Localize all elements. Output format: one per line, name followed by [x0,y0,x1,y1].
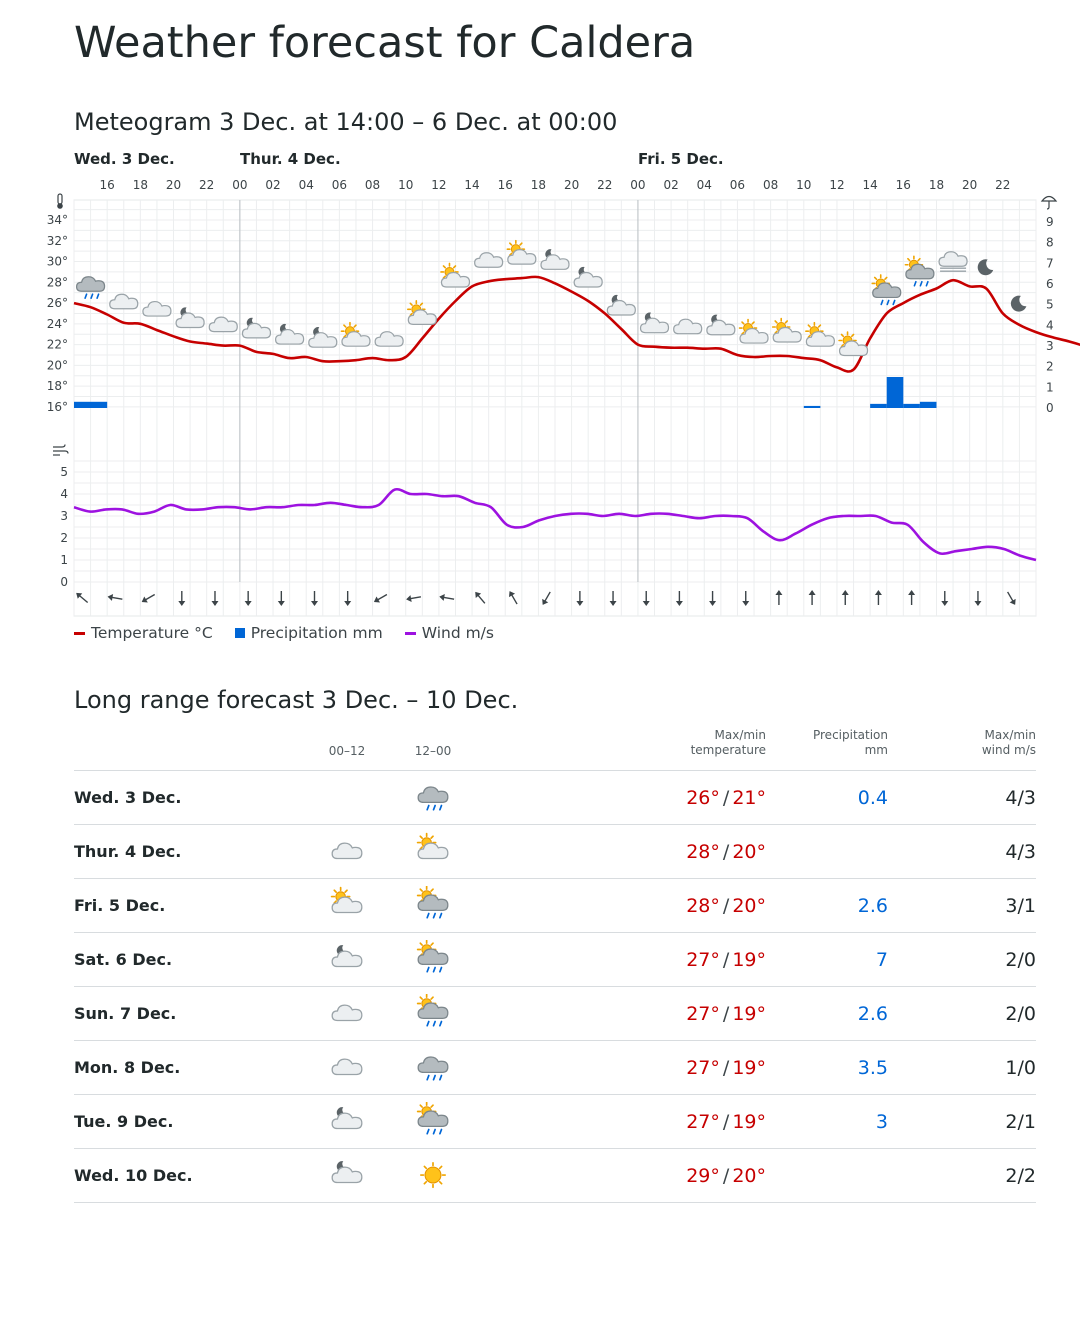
sun-cloud-icon [329,886,365,922]
row-day: Sun. 7 Dec. [74,987,304,1041]
precipitation-value: 2.6 [766,879,888,933]
hour-tick-label: 06 [331,178,348,192]
hour-tick-label: 18 [928,178,945,192]
precipitation-bar [870,404,887,408]
hour-tick-label: 20 [563,178,580,192]
header-precipitation: Precipitation mm [812,728,888,757]
sun-rain-cloud-icon [415,886,451,922]
hour-tick-label: 18 [132,178,148,192]
precipitation-value: 3.5 [766,1041,888,1095]
max-min-wind: 3/1 [888,879,1036,933]
hour-tick-label: 00 [630,178,646,192]
table-row[interactable] [74,933,1036,987]
rain-cloud-icon [415,778,451,814]
night-icon-cell [304,987,390,1041]
sun-rain-cloud-icon [415,940,451,976]
sun-icon [415,1156,451,1192]
row-day: Wed. 3 Dec. [74,771,304,825]
night-icon-cell [304,879,390,933]
header-wind: Max/min wind m/s [981,728,1036,757]
moon-cloud-icon [329,940,365,976]
precipitation-tick-label: 4 [1046,318,1054,333]
sun-rain-cloud-icon [415,1102,451,1138]
table-row[interactable] [74,1149,1036,1203]
legend-wind[interactable]: Wind m/s [405,624,494,642]
max-min-temperature: 26° / 21° [626,771,766,825]
day-icon-cell [390,987,476,1041]
precipitation-bar [74,402,107,408]
hour-tick-label: 20 [165,178,182,192]
day-icon-cell [390,1149,476,1203]
wind-tick-label: 5 [60,465,68,479]
day-icon-cell [390,1041,476,1095]
precipitation-tick-label: 2 [1046,359,1054,374]
row-day: Mon. 8 Dec. [74,1041,304,1095]
hour-tick-label: 22 [199,178,215,192]
wind-tick-label: 3 [60,509,68,523]
wind-tick-label: 0 [60,575,68,589]
wind-tick-label: 2 [60,531,68,545]
table-row[interactable] [74,771,1036,825]
hour-tick-label: 14 [862,178,878,192]
hour-tick-label: 12 [431,178,447,192]
wind-tick-label: 1 [60,553,68,567]
hour-tick-label: 22 [597,178,613,192]
hour-tick-label: 14 [464,178,480,192]
cloud-icon [329,832,365,868]
cloud-icon [329,994,365,1030]
hour-tick-label: 12 [829,178,845,192]
table-row[interactable] [74,1041,1036,1095]
meteogram-chart [0,0,1080,630]
night-icon-cell [304,1149,390,1203]
hour-tick-label: 18 [530,178,547,192]
row-day: Tue. 9 Dec. [74,1095,304,1149]
hour-tick-label: 10 [398,178,414,192]
temperature-tick-label: 34° [46,213,68,227]
hour-tick-label: 08 [364,178,381,192]
precipitation-tick-label: 5 [1046,297,1054,312]
long-range-title: Long range forecast 3 Dec. – 10 Dec. [74,686,519,714]
header-night: 00–12 [328,744,366,758]
table-row[interactable] [74,879,1036,933]
temperature-tick-label: 30° [46,254,68,269]
night-icon-cell [304,771,390,825]
header-day: 12–00 [414,744,452,758]
max-min-wind: 4/3 [888,825,1036,879]
precipitation-value [766,825,888,879]
legend-precipitation[interactable]: Precipitation mm [235,624,383,642]
max-min-wind: 1/0 [888,1041,1036,1095]
meteogram-title: Meteogram 3 Dec. at 14:00 – 6 Dec. at 00:00 [74,108,618,136]
night-icon-cell [304,825,390,879]
max-min-wind: 2/2 [888,1149,1036,1203]
precipitation-bar [903,404,920,408]
max-min-temperature: 27° / 19° [626,1041,766,1095]
precipitation-tick-label: 0 [1046,401,1054,415]
temperature-tick-label: 18° [46,379,68,394]
precipitation-value: 2.6 [766,987,888,1041]
max-min-temperature: 29° / 20° [626,1149,766,1203]
precipitation-tick-label: 8 [1046,235,1054,250]
row-day: Sat. 6 Dec. [74,933,304,987]
legend-temperature[interactable]: Temperature °C [74,624,213,642]
hour-tick-label: 02 [663,178,679,192]
precipitation-bar [887,377,904,408]
umbrella-icon [1042,197,1056,210]
hour-tick-label: 00 [232,178,248,192]
precipitation-bar [920,402,937,408]
precipitation-value: 7 [766,933,888,987]
max-min-wind: 2/0 [888,933,1036,987]
hour-tick-label: 16 [895,178,911,192]
day-icon-cell [390,879,476,933]
temperature-tick-label: 16° [46,399,68,414]
hour-tick-label: 10 [796,178,812,192]
hour-tick-label: 22 [995,178,1011,192]
hour-tick-label: 04 [696,178,712,192]
page-title: Weather forecast for Caldera [74,18,696,68]
night-icon-cell [304,933,390,987]
precipitation-tick-label: 6 [1046,277,1054,291]
row-day: Thur. 4 Dec. [74,825,304,879]
max-min-temperature: 27° / 19° [626,1095,766,1149]
temperature-tick-label: 28° [46,275,68,290]
hour-tick-label: 16 [99,178,115,192]
thermometer-icon [57,194,63,209]
chart-legend [74,624,494,642]
temperature-tick-label: 20° [46,358,68,373]
hour-tick-label: 16 [497,178,513,192]
moon-cloud-icon [329,1156,365,1192]
row-day: Wed. 10 Dec. [74,1149,304,1203]
temperature-tick-label: 26° [46,296,68,311]
wind-icon [53,445,68,456]
night-icon-cell [304,1041,390,1095]
temperature-tick-label: 32° [46,233,68,248]
max-min-temperature: 27° / 19° [626,987,766,1041]
hour-tick-label: 08 [762,178,779,192]
precipitation-value [766,1149,888,1203]
header-temperature: Max/min temperature [690,728,766,757]
hour-tick-label: 04 [298,178,314,192]
sun-cloud-icon [415,832,451,868]
temperature-tick-label: 22° [46,337,68,352]
table-row[interactable] [74,825,1036,879]
precipitation-tick-label: 9 [1046,215,1054,229]
temperature-tick-label: 24° [46,316,68,331]
max-min-temperature: 28° / 20° [626,825,766,879]
table-row[interactable] [74,987,1036,1041]
precipitation-value: 0.4 [766,771,888,825]
wind-tick-label: 4 [60,487,68,501]
precipitation-tick-label: 3 [1046,339,1054,353]
moon-cloud-icon [329,1102,365,1138]
day-icon-cell [390,825,476,879]
row-day: Fri. 5 Dec. [74,879,304,933]
day-label: Wed. 3 Dec. [74,150,175,168]
max-min-wind: 2/0 [888,987,1036,1041]
day-icon-cell [390,771,476,825]
max-min-wind: 4/3 [888,771,1036,825]
day-label: Thur. 4 Dec. [240,150,341,168]
precipitation-tick-label: 1 [1046,380,1054,395]
max-min-wind: 2/1 [888,1095,1036,1149]
cloud-icon [329,1048,365,1084]
day-icon-cell [390,933,476,987]
precipitation-value: 3 [766,1095,888,1149]
table-row[interactable] [74,1095,1036,1149]
max-min-temperature: 28° / 20° [626,879,766,933]
hour-tick-label: 02 [265,178,281,192]
hour-tick-label: 20 [962,178,978,192]
precipitation-bar [804,406,821,408]
day-icon-cell [390,1095,476,1149]
precipitation-tick-label: 7 [1046,256,1054,271]
sun-rain-cloud-icon [415,994,451,1030]
hour-tick-label: 06 [729,178,746,192]
night-icon-cell [304,1095,390,1149]
day-label: Fri. 5 Dec. [638,150,724,168]
rain-cloud-icon [415,1048,451,1084]
long-range-table [74,722,1036,1203]
max-min-temperature: 27° / 19° [626,933,766,987]
